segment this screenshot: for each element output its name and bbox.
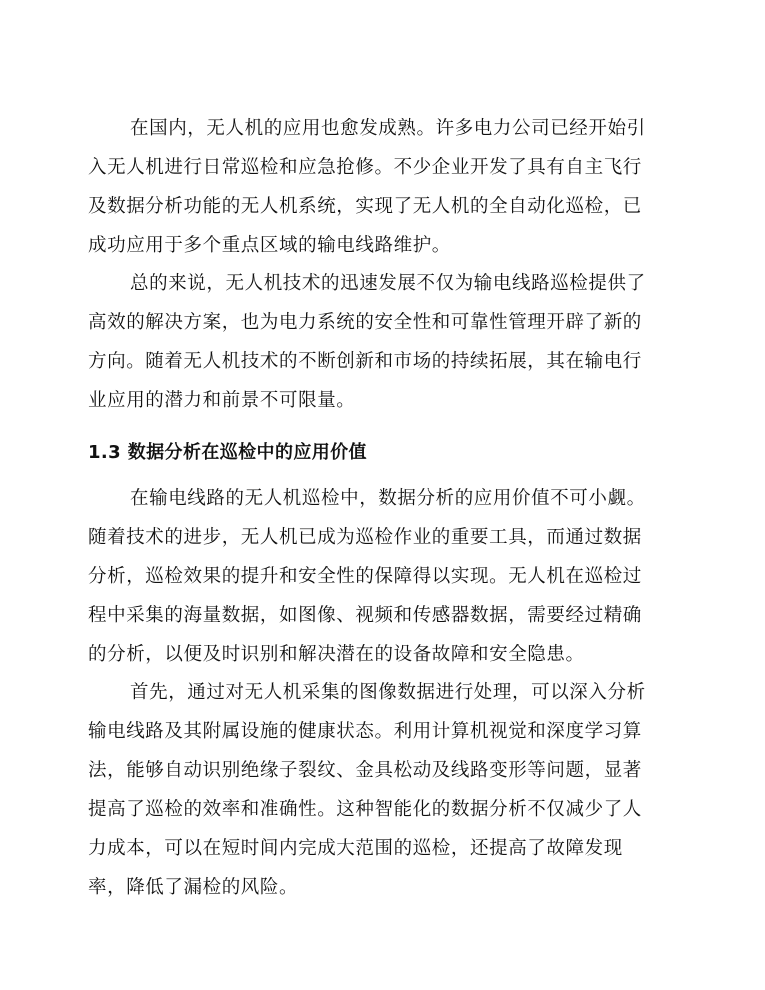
- paragraph-4-line-3: 法，能够自动识别绝缘子裂纹、金具松动及线路变形等问题，显著: [88, 760, 642, 781]
- paragraph-4-line-2: 输电线路及其附属设施的健康状态。利用计算机视觉和深度学习算: [88, 721, 642, 742]
- paragraph-2-line-4: 业应用的潜力和前景不可限量。: [88, 390, 356, 411]
- paragraph-1-line-1: 在国内，无人机的应用也愈发成熟。许多电力公司已经开始引: [130, 118, 646, 139]
- paragraph-1-line-2: 入无人机进行日常巡检和应急抢修。不少企业开发了具有自主飞行: [88, 157, 642, 178]
- paragraph-2-line-2: 高效的解决方案，也为电力系统的安全性和可靠性管理开辟了新的: [88, 312, 642, 333]
- paragraph-4-line-1: 首先，通过对无人机采集的图像数据进行处理，可以深入分析: [130, 682, 646, 703]
- paragraph-4-line-6: 率，降低了漏检的风险。: [88, 877, 299, 898]
- paragraph-3-line-1: 在输电线路的无人机巡检中，数据分析的应用价值不可小觑。: [130, 488, 646, 509]
- section-heading: 1.3 数据分析在巡检中的应用价值: [88, 442, 367, 463]
- paragraph-1-line-3: 及数据分析功能的无人机系统，实现了无人机的全自动化巡检，已: [88, 196, 642, 217]
- paragraph-4-line-4: 提高了巡检的效率和准确性。这种智能化的数据分析不仅减少了人: [88, 799, 642, 820]
- paragraph-2-line-1: 总的来说，无人机技术的迅速发展不仅为输电线路巡检提供了: [130, 273, 646, 294]
- paragraph-3-line-4: 程中采集的海量数据，如图像、视频和传感器数据，需要经过精确: [88, 605, 642, 626]
- paragraph-4-line-5: 力成本，可以在短时间内完成大范围的巡检，还提高了故障发现: [88, 838, 623, 859]
- paragraph-3-line-5: 的分析，以便及时识别和解决潜在的设备故障和安全隐患。: [88, 644, 585, 665]
- paragraph-1-line-4: 成功应用于多个重点区域的输电线路维护。: [88, 235, 451, 256]
- paragraph-3-line-2: 随着技术的进步，无人机已成为巡检作业的重要工具，而通过数据: [88, 527, 642, 548]
- paragraph-3-line-3: 分析，巡检效果的提升和安全性的保障得以实现。无人机在巡检过: [88, 566, 642, 587]
- paragraph-2-line-3: 方向。随着无人机技术的不断创新和市场的持续拓展，其在输电行: [88, 351, 642, 372]
